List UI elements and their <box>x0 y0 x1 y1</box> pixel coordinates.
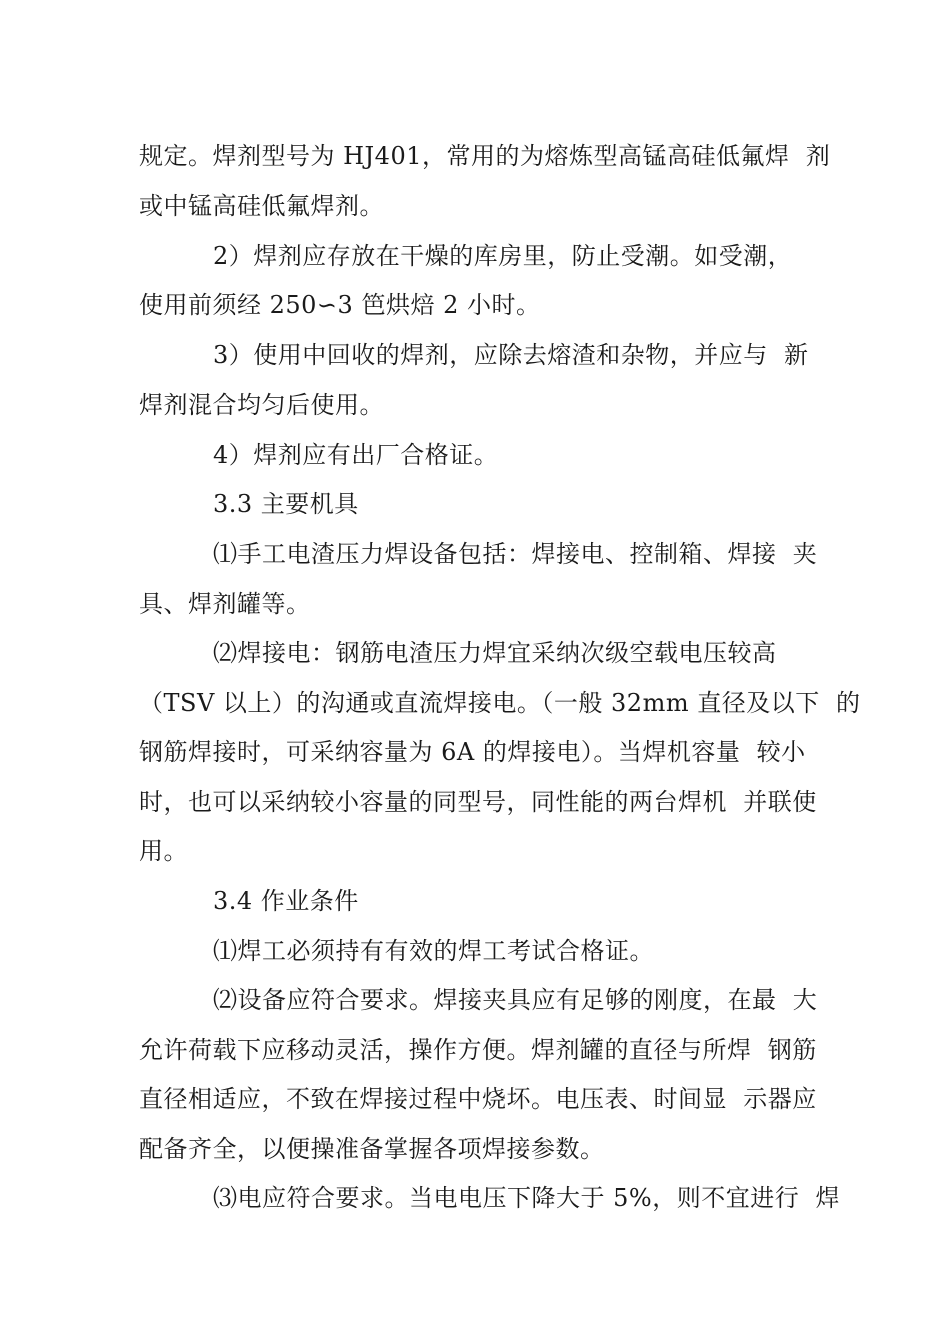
text-line: 使用前须经 250∽3 笆烘焙 2 小时。 <box>139 291 541 319</box>
text-line: 直径相适应，不致在焊接过程中烧坏。电压表、时间显 示器应 <box>139 1085 817 1113</box>
text-line: 钢筋焊接时，可采纳容量为 6A 的焊接电）。当焊机容量 较小 <box>139 738 806 766</box>
text-line: 用。 <box>139 837 188 865</box>
text-line: 具、焊剂罐等。 <box>139 590 311 618</box>
text-line: ⑶电应符合要求。当电电压下降大于 5%，则不宜进行 焊 <box>213 1184 840 1212</box>
text-line: 允许荷载下应移动灵活，操作方便。焊剂罐的直径与所焊 钢筋 <box>139 1036 817 1064</box>
section-heading: 3.4 作业条件 <box>213 887 359 915</box>
text-line: 时，也可以采纳较小容量的同型号，同性能的两台焊机 并联使 <box>139 788 817 816</box>
section-heading: 3.3 主要机具 <box>213 490 359 518</box>
text-line: 或中锰高硅低氟焊剂。 <box>139 192 384 220</box>
text-line: 2）焊剂应存放在干燥的库房里，防止受潮。如受潮， <box>213 242 793 270</box>
text-line: 3）使用中回收的焊剂，应除去熔渣和杂物，并应与 新 <box>213 341 809 369</box>
text-line: 规定。焊剂型号为 HJ401，常用的为熔炼型高锰高硅低氟焊 剂 <box>139 142 831 170</box>
text-line: 焊剂混合均匀后使用。 <box>139 391 384 419</box>
text-line: ⑵焊接电：钢筋电渣压力焊宜采纳次级空载电压较高 <box>213 639 777 667</box>
text-line: ⑵设备应符合要求。焊接夹具应有足够的刚度，在最 大 <box>213 986 818 1014</box>
text-line: （TSV 以上）的沟通或直流焊接电。（一般 32mm 直径及以下 的 <box>139 689 861 717</box>
text-line: ⑴手工电渣压力焊设备包括：焊接电、控制箱、焊接 夹 <box>213 540 818 568</box>
text-line: 配备齐全，以便操准备掌握各项焊接参数。 <box>139 1135 605 1163</box>
text-line: ⑴焊工必须持有有效的焊工考试合格证。 <box>213 937 654 965</box>
text-line: 4）焊剂应有出厂合格证。 <box>213 441 499 469</box>
